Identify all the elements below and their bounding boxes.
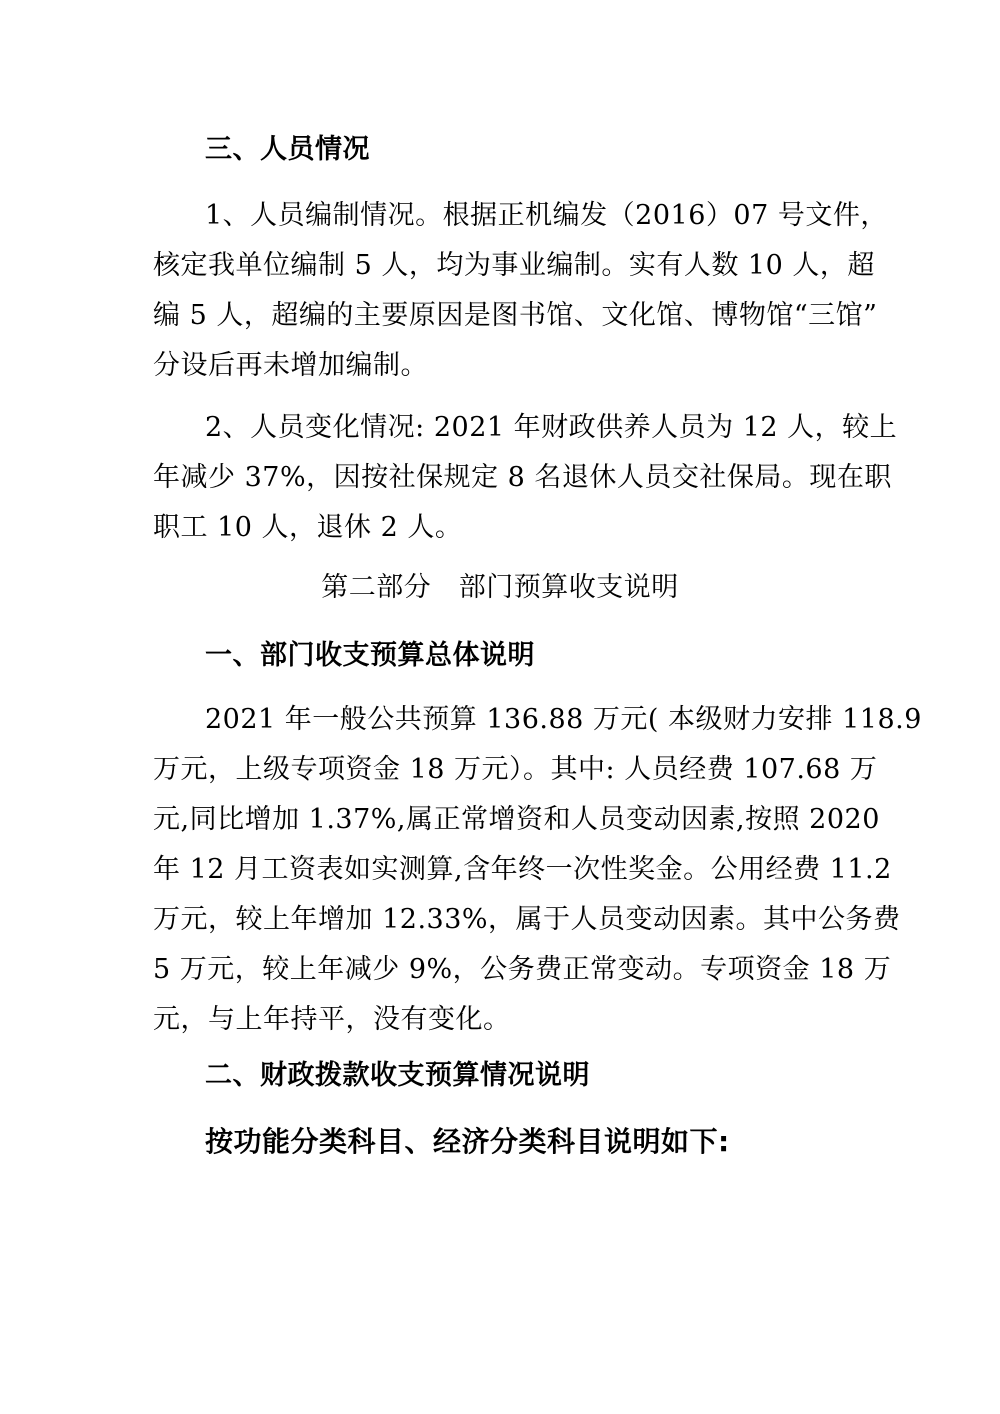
paragraph-line: 职工 10 人，退休 2 人。 [153, 512, 463, 543]
section-heading-overview: 一、部门收支预算总体说明 [205, 640, 535, 671]
paragraph-line: 万元，上级专项资金 18 万元）。其中: 人员经费 107.68 万 [153, 754, 878, 785]
section-heading-fiscal: 二、财政拨款收支预算情况说明 [205, 1060, 590, 1091]
paragraph-line: 5 万元，较上年减少 9%，公务费正常变动。专项资金 18 万 [153, 954, 892, 985]
paragraph-line: 元，与上年持平，没有变化。 [153, 1004, 511, 1035]
subheading-classification: 按功能分类科目、经济分类科目说明如下: [205, 1125, 730, 1158]
paragraph-line: 编 5 人，超编的主要原因是图书馆、文化馆、博物馆“三馆” [153, 300, 878, 331]
paragraph-line: 核定我单位编制 5 人，均为事业编制。实有人数 10 人，超 [153, 250, 875, 281]
part-title: 第二部分 部门预算收支说明 [321, 572, 679, 603]
paragraph-line: 1、人员编制情况。根据正机编发（2016）07 号文件， [205, 200, 888, 231]
paragraph-line: 年 12 月工资表如实测算,含年终一次性奖金。公用经费 11.2 [153, 854, 892, 885]
paragraph-line: 2、人员变化情况: 2021 年财政供养人员为 12 人，较上 [205, 412, 898, 443]
paragraph-line: 分设后再未增加编制。 [153, 350, 428, 381]
section-heading-personnel: 三、人员情况 [205, 134, 370, 165]
paragraph-line: 年减少 37%，因按社保规定 8 名退休人员交社保局。现在职 [153, 462, 892, 493]
paragraph-line: 万元，较上年增加 12.33%，属于人员变动因素。其中公务费 [153, 904, 901, 935]
paragraph-line: 元,同比增加 1.37%,属正常增资和人员变动因素,按照 2020 [153, 804, 880, 835]
paragraph-line: 2021 年一般公共预算 136.88 万元( 本级财力安排 118.9 [205, 704, 922, 735]
